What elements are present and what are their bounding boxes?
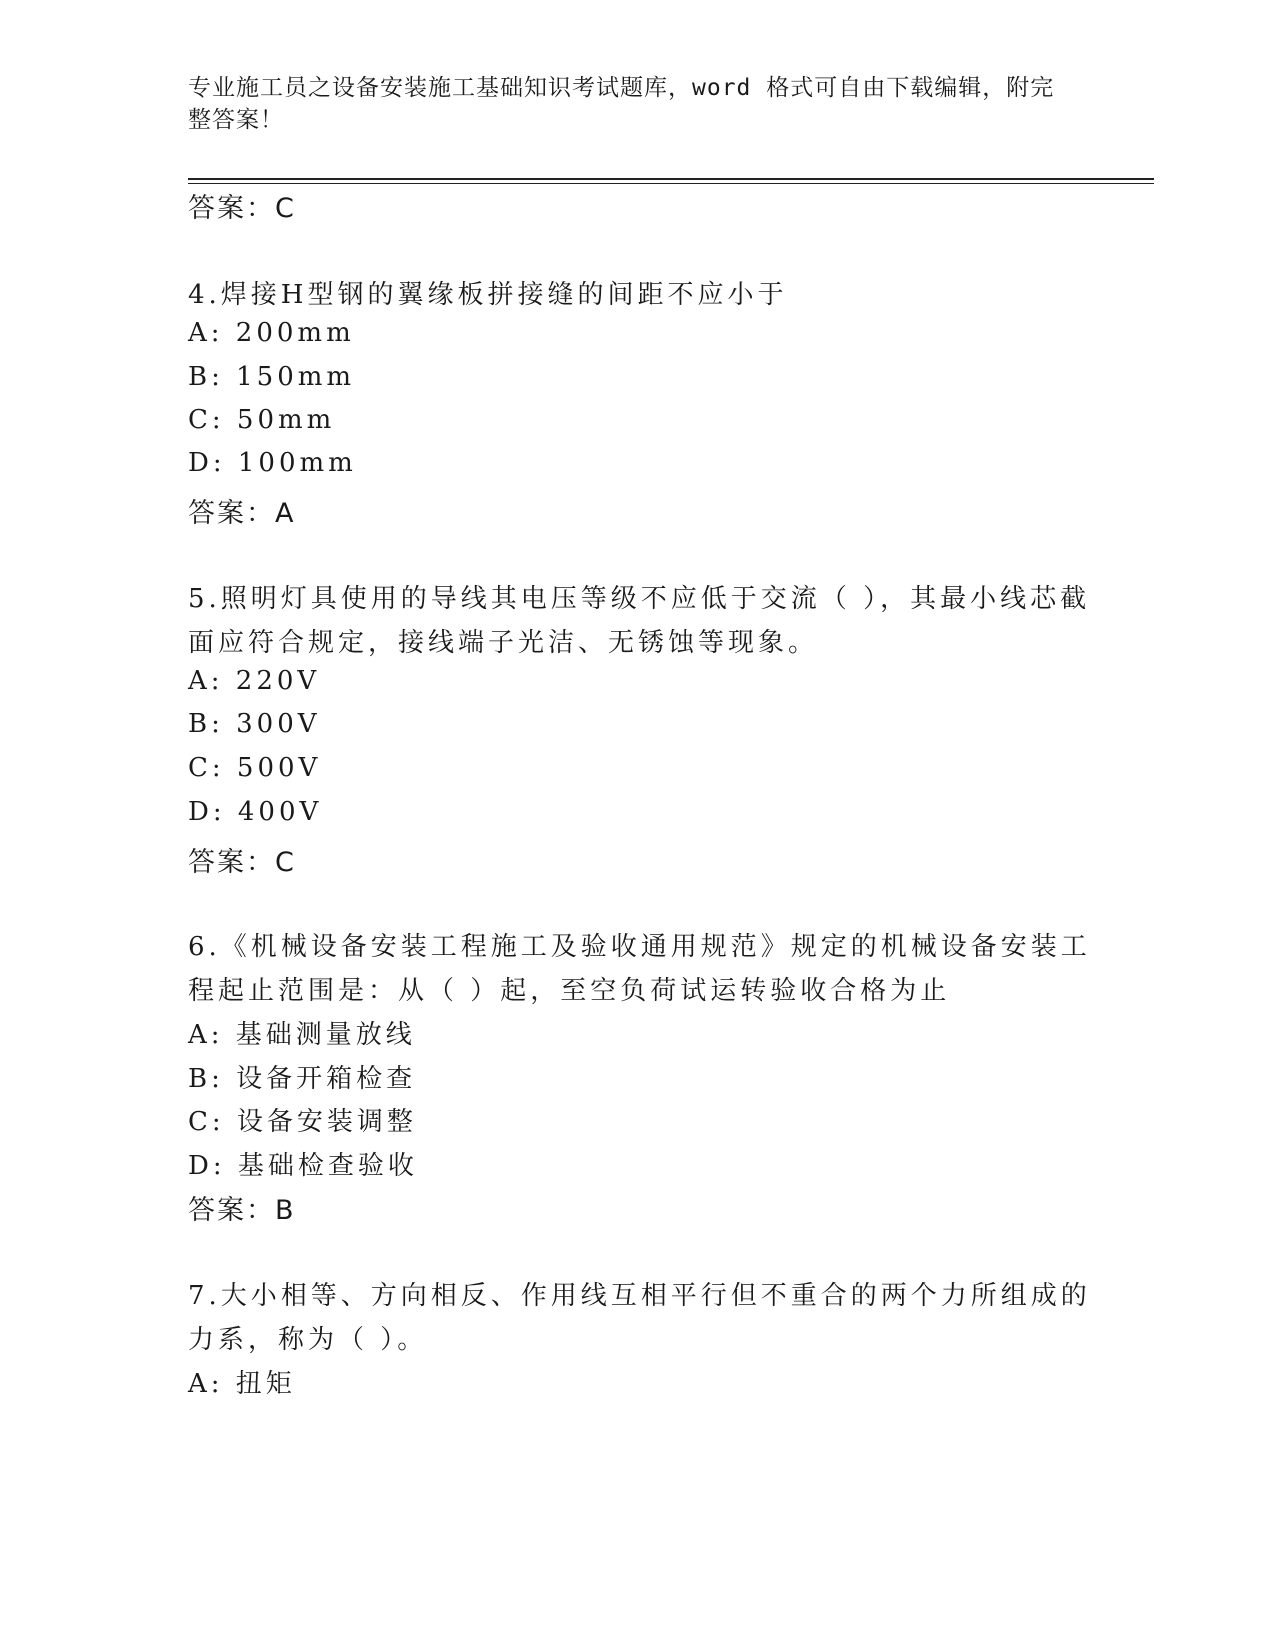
question-5-option-b: B: 300V [188,709,321,739]
header-line-2: 整答案！ [188,107,284,133]
question-6-stem-line-2: 程起止范围是：从（ ）起，至空负荷试运转验收合格为止 [188,976,951,1006]
question-5-option-d: D: 400V [188,797,323,827]
question-7-stem-line-2: 力系，称为（ ）。 [188,1325,428,1355]
document-header [188,72,1068,136]
question-5-option-c: C: 500V [188,753,322,783]
previous-answer: 答案：C [188,193,296,224]
header-divider-thin [188,183,1154,184]
question-4-option-d: D: 100mm [188,448,357,478]
question-6-option-c: C: 设备安装调整 [188,1107,417,1137]
header-line-1: 专业施工员之设备安装施工基础知识考试题库，word 格式可自由下载编辑，附完 [188,75,1055,101]
question-6-stem-line-1: 6.《机械设备安装工程施工及验收通用规范》规定的机械设备安装工 [188,932,1091,962]
question-4-answer: 答案：A [188,498,296,529]
question-4-option-a: A: 200mm [188,318,355,348]
question-4-stem: 4.焊接H型钢的翼缘板拼接缝的间距不应小于 [188,280,788,310]
question-6-answer: 答案：B [188,1195,296,1226]
question-4-option-b: B: 150mm [188,362,356,392]
question-5-option-a: A: 220V [188,666,321,696]
question-5-stem-line-1: 5.照明灯具使用的导线其电压等级不应低于交流（ ），其最小线芯截 [188,584,1091,614]
question-6-option-b: B: 设备开箱检查 [188,1064,417,1094]
header-divider-thick [188,178,1154,180]
question-7-option-a: A: 扭矩 [188,1369,296,1399]
question-6-option-a: A: 基础测量放线 [188,1020,416,1050]
question-7-stem-line-1: 7.大小相等、方向相反、作用线互相平行但不重合的两个力所组成的 [188,1281,1091,1311]
question-5-stem-line-2: 面应符合规定，接线端子光洁、无锈蚀等现象。 [188,628,819,658]
question-5-answer: 答案：C [188,847,296,878]
question-4-option-c: C: 50mm [188,405,336,435]
question-6-option-d: D: 基础检查验收 [188,1151,418,1181]
